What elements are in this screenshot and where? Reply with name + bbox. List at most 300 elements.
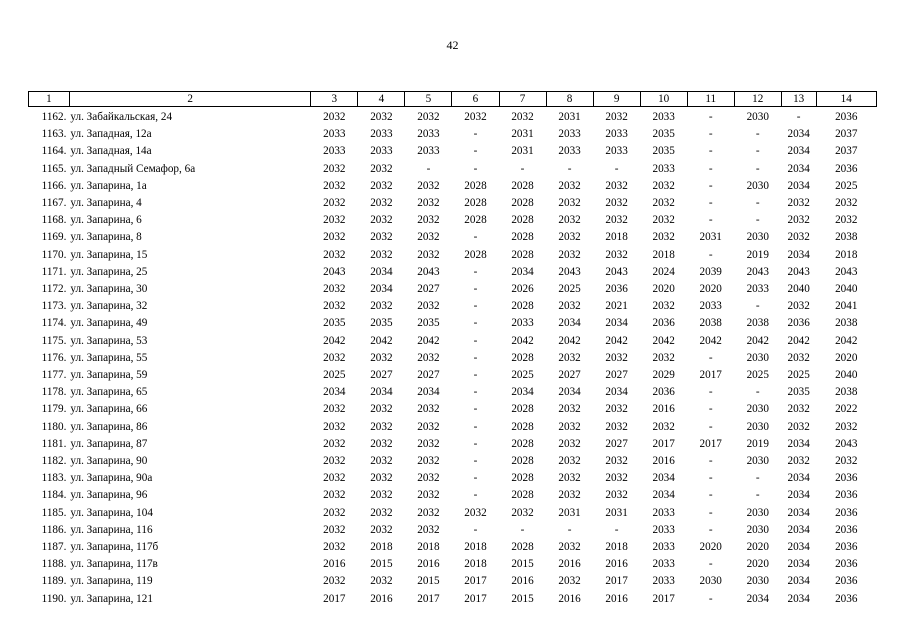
year-cell: 2034 (787, 128, 810, 141)
year-cell: 2032 (417, 523, 440, 536)
year-cell: 2015 (417, 575, 440, 588)
year-cell: 2033 (699, 300, 722, 313)
year-cell: 2032 (787, 351, 810, 364)
address-cell: ул. Запарина, 8 (70, 231, 142, 244)
year-cell: 2032 (370, 472, 393, 485)
year-cell: 2031 (558, 111, 581, 123)
year-cell: 2036 (835, 506, 858, 519)
year-cell: 2032 (370, 179, 393, 192)
year-cell: 2032 (417, 472, 440, 485)
year-cell: 2032 (652, 231, 675, 244)
year-cell: 2032 (417, 214, 440, 227)
row-number: 1190. (41, 592, 67, 605)
address-cell: ул. Запарина, 117б (70, 541, 159, 554)
row-number: 1188. (41, 558, 67, 571)
year-cell: 2028 (511, 214, 534, 227)
year-cell: 2032 (558, 300, 581, 313)
year-cell: - (614, 162, 619, 175)
address-cell: ул. Запарина, 6 (70, 214, 142, 227)
year-cell: 2032 (652, 214, 675, 227)
year-cell: 2028 (511, 231, 534, 244)
year-cell: - (473, 231, 478, 244)
year-cell: 2032 (417, 506, 440, 519)
year-cell: 2032 (370, 231, 393, 244)
table-row (29, 591, 877, 608)
year-cell: 2033 (511, 317, 534, 330)
year-cell: 2025 (323, 369, 346, 382)
year-cell: 2034 (511, 386, 534, 399)
year-cell: 2042 (699, 334, 722, 347)
year-cell: - (473, 369, 478, 382)
year-cell: 2017 (652, 592, 675, 605)
year-cell: - (708, 523, 713, 536)
year-cell: - (473, 162, 478, 175)
table-row (29, 195, 877, 212)
year-cell: 2037 (835, 145, 858, 158)
year-cell: 2042 (605, 334, 628, 347)
year-cell: 2034 (787, 472, 810, 485)
year-cell: 2032 (323, 111, 346, 123)
year-cell: 2032 (605, 197, 628, 210)
row-number: 1175. (41, 334, 67, 347)
address-cell: ул. Запарина, 116 (70, 523, 153, 536)
table-row (29, 436, 877, 453)
year-cell: 2032 (558, 489, 581, 502)
address-cell: ул. Запарина, 90а (70, 472, 153, 485)
year-cell: 2034 (511, 265, 534, 278)
year-cell: 2028 (464, 197, 487, 210)
year-cell: 2030 (746, 420, 769, 433)
header-row (29, 92, 877, 107)
year-cell: 2015 (511, 592, 534, 605)
year-cell: 2032 (417, 179, 440, 192)
year-cell: 2041 (835, 300, 858, 313)
year-cell: - (473, 437, 478, 450)
table-row (29, 333, 877, 350)
table-row (29, 522, 877, 539)
year-cell: 2032 (370, 300, 393, 313)
address-cell: ул. Запарина, 96 (70, 489, 148, 502)
year-cell: 2032 (558, 403, 581, 416)
row-number: 1186. (41, 523, 67, 536)
year-cell: 2034 (787, 575, 810, 588)
column-header-14: 14 (816, 92, 876, 107)
year-cell: 2032 (417, 420, 440, 433)
year-cell: 2032 (558, 179, 581, 192)
year-cell: 2032 (370, 506, 393, 519)
year-cell: 2043 (835, 437, 858, 450)
year-cell: 2032 (652, 197, 675, 210)
address-cell: ул. Запарина, 117в (70, 558, 158, 571)
year-cell: 2032 (787, 197, 810, 210)
table-row (29, 264, 877, 281)
year-cell: - (567, 162, 572, 175)
year-cell: 2034 (787, 437, 810, 450)
year-cell: 2025 (746, 369, 769, 382)
year-cell: 2032 (558, 455, 581, 468)
year-cell: - (755, 162, 760, 175)
year-cell: 2042 (746, 334, 769, 347)
table-header (29, 92, 877, 107)
year-cell: 2032 (605, 455, 628, 468)
year-cell: 2015 (370, 558, 393, 571)
year-cell: 2033 (652, 506, 675, 519)
year-cell: 2032 (323, 523, 346, 536)
year-cell: - (426, 162, 431, 175)
year-cell: - (708, 386, 713, 399)
column-header-8: 8 (546, 92, 593, 107)
year-cell: 2034 (605, 317, 628, 330)
year-cell: 2032 (464, 506, 487, 519)
year-cell: 2018 (464, 541, 487, 554)
year-cell: 2033 (558, 128, 581, 141)
year-cell: 2024 (652, 265, 675, 278)
year-cell: 2018 (652, 248, 675, 261)
year-cell: 2033 (652, 523, 675, 536)
year-cell: 2032 (417, 111, 440, 123)
row-number: 1173. (41, 300, 67, 313)
year-cell: 2015 (511, 558, 534, 571)
year-cell: 2028 (511, 300, 534, 313)
table-row (29, 229, 877, 246)
year-cell: 2025 (558, 283, 581, 296)
year-cell: 2032 (323, 231, 346, 244)
year-cell: 2036 (835, 162, 858, 175)
year-cell: 2028 (464, 179, 487, 192)
year-cell: 2028 (511, 472, 534, 485)
address-cell: ул. Западная, 14а (70, 145, 152, 158)
address-cell: ул. Запарина, 49 (70, 317, 148, 330)
year-cell: 2030 (746, 403, 769, 416)
year-cell: 2042 (835, 334, 858, 347)
table-row (29, 143, 877, 160)
year-cell: 2019 (746, 248, 769, 261)
year-cell: 2033 (652, 558, 675, 571)
year-cell: 2032 (558, 214, 581, 227)
year-cell: 2034 (787, 592, 810, 605)
year-cell: 2033 (652, 111, 675, 123)
address-cell: ул. Запарина, 30 (70, 283, 148, 296)
year-cell: 2032 (370, 489, 393, 502)
year-cell: - (755, 197, 760, 210)
year-cell: 2016 (652, 403, 675, 416)
year-cell: 2032 (787, 420, 810, 433)
year-cell: 2032 (323, 197, 346, 210)
row-number: 1171. (41, 265, 67, 278)
year-cell: 2033 (652, 541, 675, 554)
year-cell: - (708, 403, 713, 416)
table-row (29, 178, 877, 195)
year-cell: - (473, 403, 478, 416)
year-cell: 2016 (652, 455, 675, 468)
table-row (29, 161, 877, 178)
table-row (29, 505, 877, 522)
table-row (29, 298, 877, 315)
year-cell: 2035 (787, 386, 810, 399)
year-cell: 2028 (511, 351, 534, 364)
year-cell: 2028 (464, 214, 487, 227)
year-cell: 2028 (511, 420, 534, 433)
year-cell: 2016 (558, 592, 581, 605)
year-cell: 2030 (746, 455, 769, 468)
year-cell: - (473, 317, 478, 330)
year-cell: 2034 (558, 386, 581, 399)
year-cell: 2034 (370, 265, 393, 278)
year-cell: 2033 (323, 145, 346, 158)
address-cell: ул. Запарина, 86 (70, 420, 148, 433)
year-cell: 2032 (558, 231, 581, 244)
year-cell: - (708, 128, 713, 141)
row-number: 1172. (41, 283, 67, 296)
address-cell: ул. Запарина, 87 (70, 437, 148, 450)
year-cell: 2027 (417, 283, 440, 296)
year-cell: 2032 (323, 300, 346, 313)
year-cell: 2032 (417, 489, 440, 502)
column-header-2: 2 (69, 92, 310, 107)
year-cell: 2036 (652, 317, 675, 330)
column-header-3: 3 (311, 92, 358, 107)
year-cell: 2032 (417, 231, 440, 244)
year-cell: - (708, 248, 713, 261)
year-cell: 2032 (558, 248, 581, 261)
year-cell: - (473, 145, 478, 158)
year-cell: 2032 (652, 351, 675, 364)
year-cell: 2043 (605, 265, 628, 278)
year-cell: 2035 (370, 317, 393, 330)
year-cell: - (708, 111, 713, 123)
year-cell: 2032 (558, 575, 581, 588)
year-cell: 2034 (370, 283, 393, 296)
year-cell: 2032 (323, 455, 346, 468)
year-cell: 2032 (417, 437, 440, 450)
year-cell: 2025 (511, 369, 534, 382)
year-cell: 2032 (370, 575, 393, 588)
column-header-11: 11 (687, 92, 734, 107)
year-cell: - (473, 351, 478, 364)
year-cell: 2018 (370, 541, 393, 554)
address-cell: ул. Запарина, 25 (70, 265, 148, 278)
year-cell: 2032 (787, 300, 810, 313)
year-cell: 2032 (835, 197, 858, 210)
year-cell: 2040 (835, 283, 858, 296)
year-cell: 2034 (652, 489, 675, 502)
year-cell: 2033 (370, 128, 393, 141)
table-row (29, 281, 877, 298)
year-cell: 2031 (699, 231, 722, 244)
year-cell: 2026 (511, 283, 534, 296)
year-cell: - (708, 558, 713, 571)
year-cell: 2016 (417, 558, 440, 571)
year-cell: 2034 (787, 523, 810, 536)
year-cell: - (473, 455, 478, 468)
year-cell: 2029 (652, 369, 675, 382)
year-cell: 2017 (417, 592, 440, 605)
year-cell: 2034 (417, 386, 440, 399)
year-cell: 2036 (835, 558, 858, 571)
year-cell: - (708, 472, 713, 485)
table-row (29, 453, 877, 470)
year-cell: 2032 (464, 111, 487, 123)
year-cell: 2032 (323, 489, 346, 502)
column-header-13: 13 (781, 92, 816, 107)
year-cell: 2032 (417, 403, 440, 416)
year-cell: - (473, 300, 478, 313)
year-cell: - (708, 506, 713, 519)
year-cell: 2032 (511, 111, 534, 123)
year-cell: 2032 (605, 489, 628, 502)
year-cell: 2043 (746, 265, 769, 278)
year-cell: - (755, 145, 760, 158)
row-number: 1183. (41, 472, 67, 485)
year-cell: 2032 (605, 179, 628, 192)
address-cell: ул. Запарина, 4 (70, 197, 142, 210)
column-header-1: 1 (29, 92, 70, 107)
year-cell: 2036 (835, 541, 858, 554)
year-cell: 2017 (464, 592, 487, 605)
row-number: 1174. (41, 317, 67, 330)
year-cell: 2034 (323, 386, 346, 399)
year-cell: 2042 (558, 334, 581, 347)
year-cell: 2031 (605, 506, 628, 519)
year-cell: - (755, 128, 760, 141)
year-cell: 2043 (323, 265, 346, 278)
year-cell: 2032 (370, 197, 393, 210)
year-cell: 2032 (511, 506, 534, 519)
row-number: 1165. (41, 162, 67, 175)
row-number: 1169. (41, 231, 67, 244)
table-row (29, 573, 877, 590)
year-cell: 2016 (605, 558, 628, 571)
year-cell: 2017 (699, 437, 722, 450)
row-number: 1168. (41, 214, 67, 227)
row-number: 1163. (41, 128, 67, 141)
year-cell: - (473, 472, 478, 485)
year-cell: 2032 (558, 437, 581, 450)
year-cell: - (708, 214, 713, 227)
table-row (29, 419, 877, 436)
year-cell: 2042 (511, 334, 534, 347)
year-cell: 2032 (558, 197, 581, 210)
year-cell: 2038 (835, 317, 858, 330)
year-cell: 2032 (652, 300, 675, 313)
year-cell: 2018 (835, 248, 858, 261)
year-cell: 2032 (370, 420, 393, 433)
year-cell: 2033 (417, 128, 440, 141)
table-row (29, 470, 877, 487)
year-cell: 2036 (835, 592, 858, 605)
year-cell: 2032 (787, 214, 810, 227)
row-number: 1180. (41, 420, 67, 433)
year-cell: 2032 (370, 162, 393, 175)
year-cell: - (473, 283, 478, 296)
year-cell: 2035 (652, 128, 675, 141)
year-cell: 2032 (417, 455, 440, 468)
year-cell: 2033 (605, 128, 628, 141)
year-cell: - (708, 179, 713, 192)
year-cell: 2017 (652, 437, 675, 450)
year-cell: 2040 (835, 369, 858, 382)
year-cell: 2032 (323, 575, 346, 588)
year-cell: 2032 (652, 420, 675, 433)
year-cell: 2028 (511, 455, 534, 468)
year-cell: 2032 (323, 403, 346, 416)
table-row (29, 315, 877, 332)
year-cell: 2034 (787, 179, 810, 192)
address-cell: ул. Забайкальская, 24 (70, 111, 173, 123)
year-cell: 2028 (511, 248, 534, 261)
year-cell: 2032 (417, 300, 440, 313)
year-cell: 2016 (370, 592, 393, 605)
year-cell: 2032 (323, 283, 346, 296)
row-number: 1184. (41, 489, 67, 502)
year-cell: 2020 (746, 541, 769, 554)
year-cell: 2032 (370, 351, 393, 364)
year-cell: 2016 (558, 558, 581, 571)
year-cell: 2025 (787, 369, 810, 382)
address-cell: ул. Запарина, 1а (70, 179, 147, 192)
year-cell: 2042 (417, 334, 440, 347)
year-cell: 2033 (652, 162, 675, 175)
year-cell: 2019 (746, 437, 769, 450)
page-number: 42 (446, 38, 459, 52)
row-number: 1185. (41, 506, 67, 519)
row-number: 1182. (41, 455, 67, 468)
row-number: 1164. (41, 145, 67, 158)
year-cell: - (708, 197, 713, 210)
year-cell: 2028 (511, 179, 534, 192)
address-cell: ул. Запарина, 59 (70, 369, 148, 382)
year-cell: 2033 (558, 145, 581, 158)
year-cell: - (473, 420, 478, 433)
year-cell: - (473, 489, 478, 502)
year-cell: 2032 (323, 248, 346, 261)
year-cell: - (755, 386, 760, 399)
address-cell: ул. Запарина, 15 (70, 248, 148, 261)
year-cell: - (708, 592, 713, 605)
year-cell: 2038 (835, 386, 858, 399)
year-cell: 2018 (464, 558, 487, 571)
year-cell: 2028 (511, 197, 534, 210)
year-cell: - (473, 128, 478, 141)
year-cell: 2032 (787, 231, 810, 244)
year-cell: 2025 (835, 179, 858, 192)
year-cell: 2020 (835, 351, 858, 364)
year-cell: 2032 (835, 214, 858, 227)
row-number: 1170. (41, 248, 67, 261)
year-cell: 2017 (323, 592, 346, 605)
column-header-12: 12 (734, 92, 781, 107)
year-cell: 2030 (746, 111, 769, 123)
year-cell: - (708, 145, 713, 158)
year-cell: 2042 (370, 334, 393, 347)
year-cell: 2042 (323, 334, 346, 347)
year-cell: 2032 (835, 455, 858, 468)
year-cell: 2034 (746, 592, 769, 605)
year-cell: 2030 (746, 231, 769, 244)
year-cell: 2027 (558, 369, 581, 382)
table-row (29, 556, 877, 573)
year-cell: 2034 (787, 506, 810, 519)
address-cell: ул. Запарина, 119 (70, 575, 153, 588)
address-cell: ул. Запарина, 66 (70, 403, 148, 416)
table-row (29, 247, 877, 264)
year-cell: 2034 (787, 558, 810, 571)
year-cell: 2032 (558, 472, 581, 485)
address-cell: ул. Запарина, 90 (70, 455, 148, 468)
address-cell: ул. Запарина, 55 (70, 351, 148, 364)
year-cell: 2018 (605, 541, 628, 554)
year-cell: 2031 (511, 128, 534, 141)
